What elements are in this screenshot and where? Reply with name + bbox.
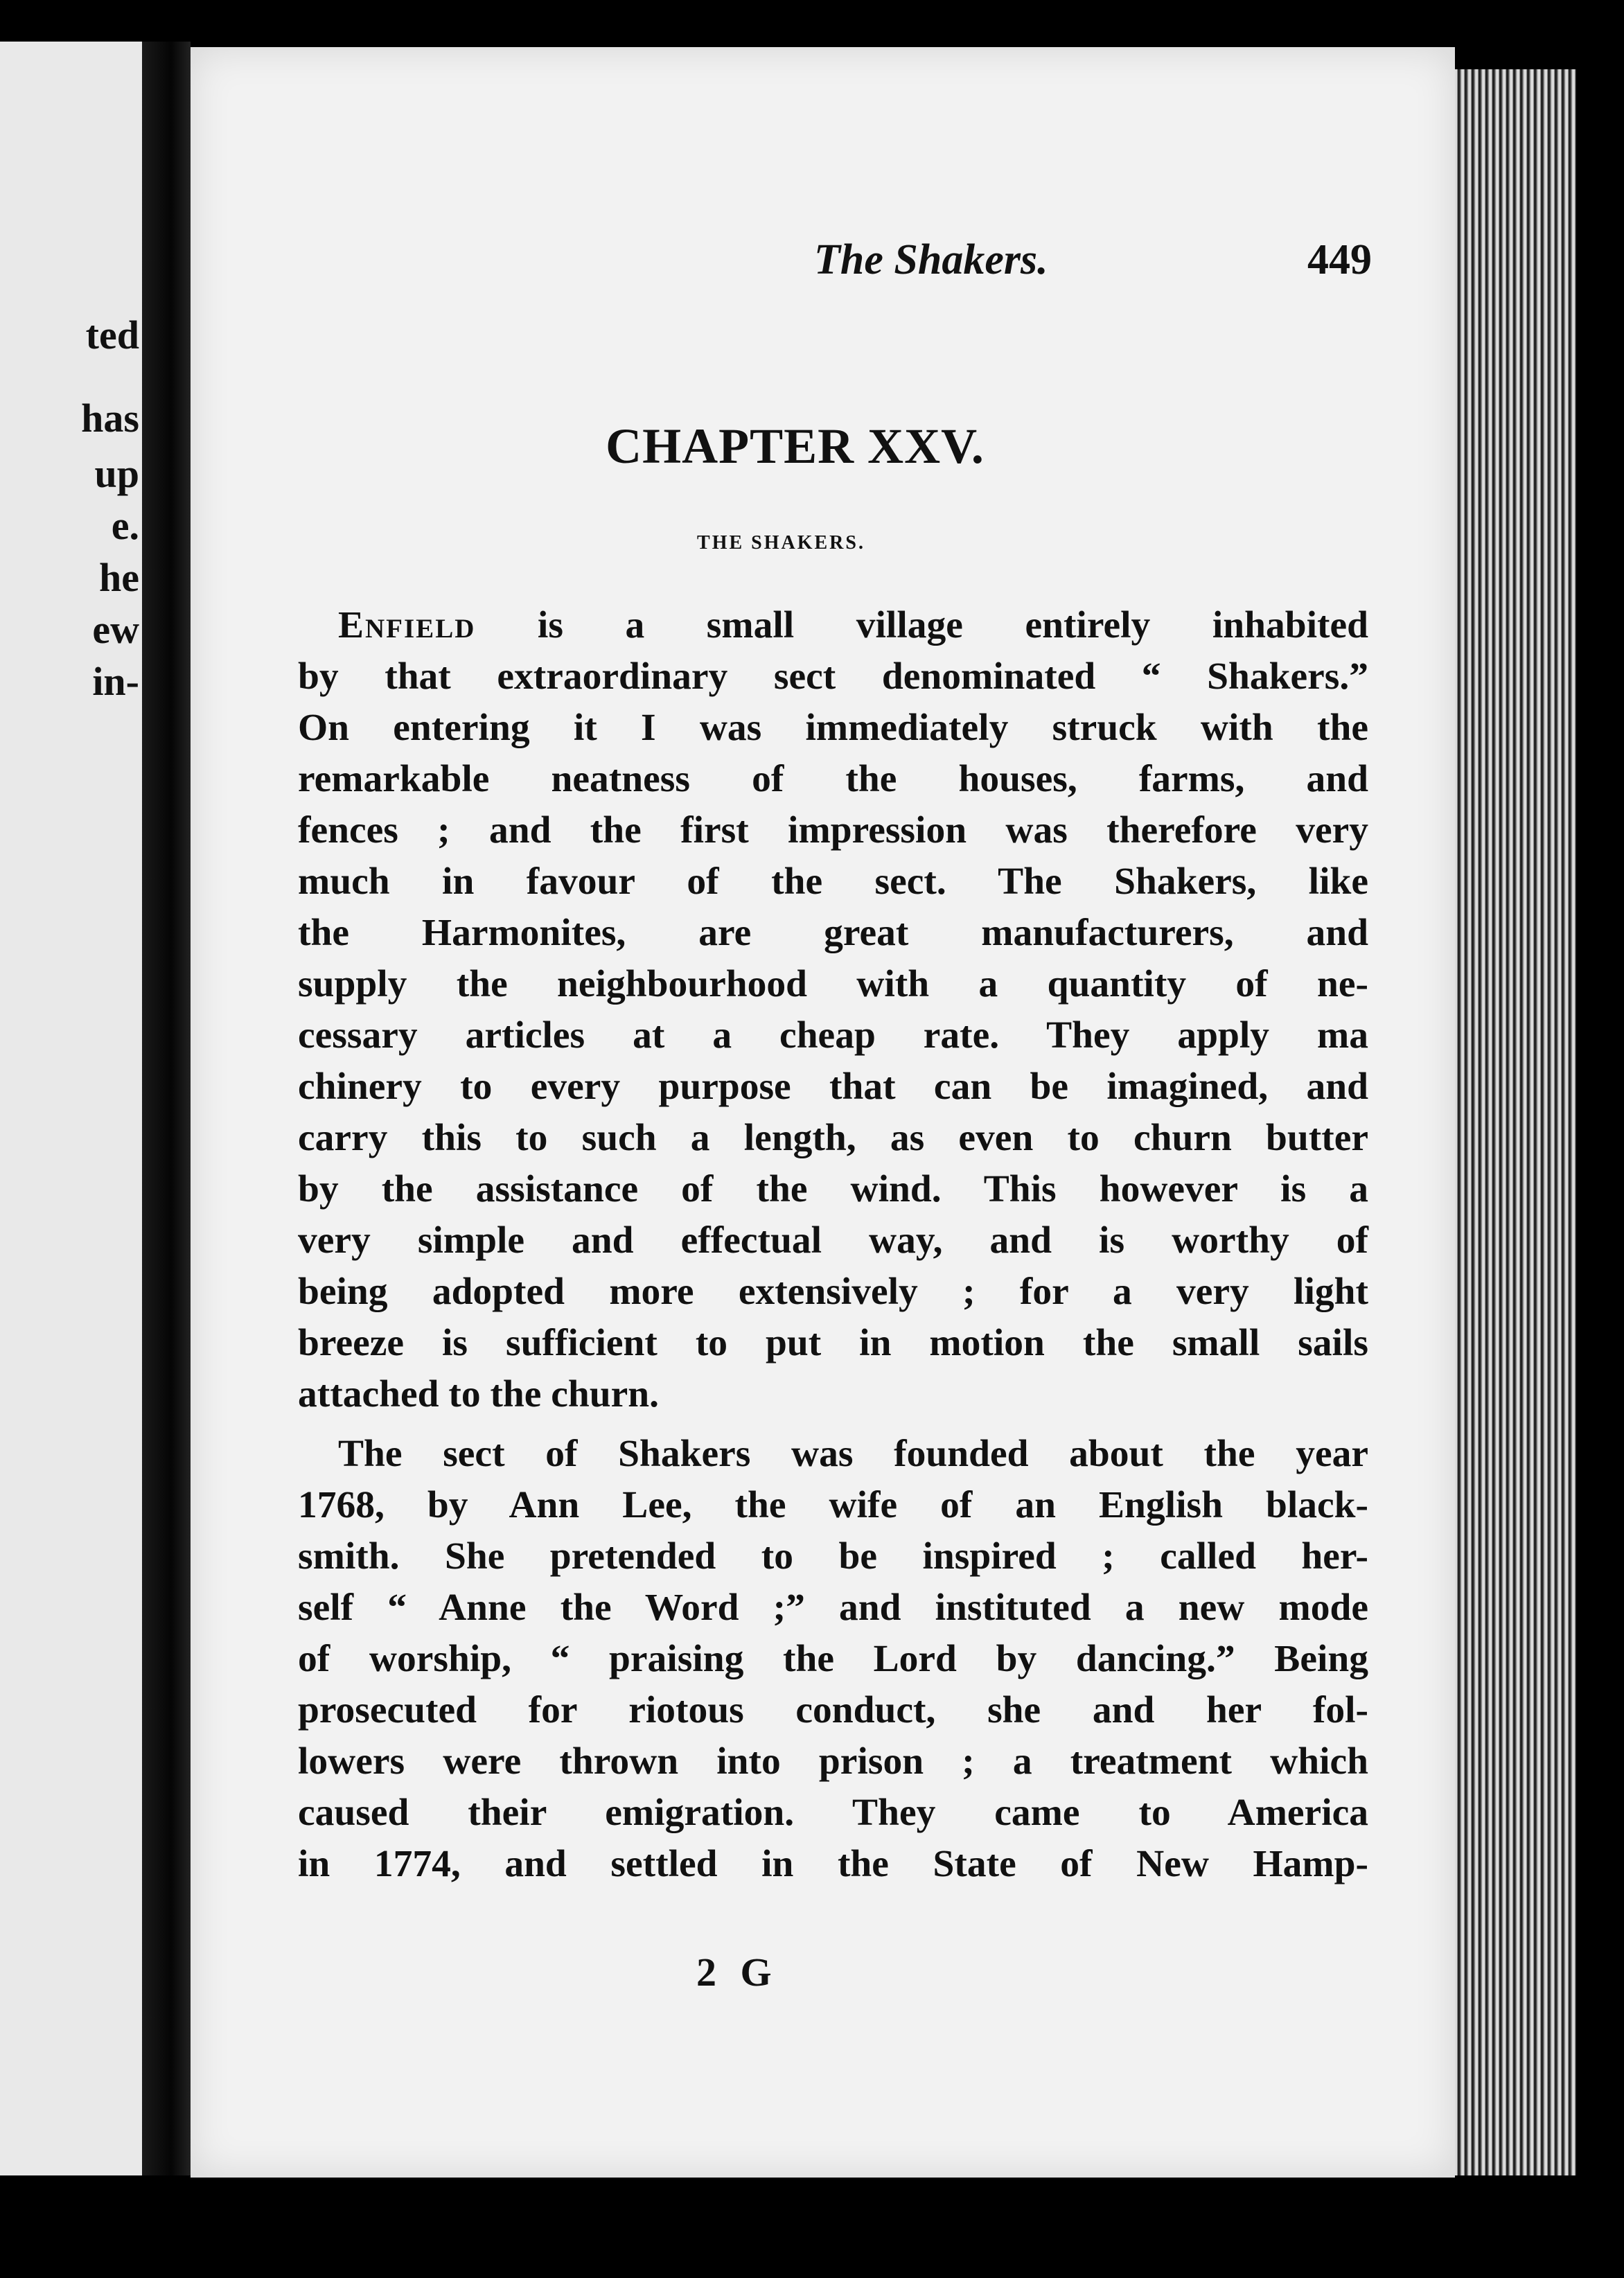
left-page-fragment: in-	[92, 659, 139, 704]
text-line: remarkable neatness of the houses, farms, and	[298, 758, 1368, 800]
book-page	[191, 47, 1455, 2178]
text-line: of worship, “ praising the Lord by dancing.” Being	[298, 1638, 1368, 1680]
paragraph-2	[298, 1429, 1368, 1890]
text-line: breeze is sufficient to put in motion the small sails	[298, 1322, 1368, 1364]
signature-mark: 2 G	[696, 1950, 779, 1995]
text-line: much in favour of the sect. The Shakers, like	[298, 860, 1368, 903]
text-line: by the assistance of the wind. This however is a	[298, 1168, 1368, 1210]
left-page-fragment: up	[94, 451, 139, 496]
paragraph-1	[298, 600, 1368, 1420]
page-number: 449	[1307, 236, 1372, 283]
chapter-title	[191, 418, 1455, 475]
left-page-fragment: has	[81, 396, 139, 441]
text-line	[298, 600, 1368, 651]
text-line: smith. She pretended to be inspired ; called her-	[298, 1535, 1368, 1578]
lead-word: Enfield	[338, 604, 476, 646]
text-line: On entering it I was immediately struck with the	[298, 707, 1368, 749]
left-page-fragment: he	[99, 555, 139, 600]
text-line: carry this to such a length, as even to churn butter	[298, 1117, 1368, 1159]
running-head: The Shakers.	[814, 236, 1048, 283]
text-line: very simple and effectual way, and is worthy of	[298, 1219, 1368, 1262]
text-line-part: is a small village entirely inhabited	[475, 604, 1368, 646]
text-line: self “ Anne the Word ;” and instituted a new mode	[298, 1587, 1368, 1629]
text-line: prosecuted for riotous conduct, she and her fol-	[298, 1689, 1368, 1731]
page-edges	[1455, 69, 1576, 2175]
chapter-title-text: CHAPTER XXV.	[606, 418, 985, 474]
text-line: caused their emigration. They came to America	[298, 1792, 1368, 1834]
text-line: chinery to every purpose that can be imagined, and	[298, 1066, 1368, 1108]
text-line: fences ; and the first impression was therefore very	[298, 809, 1368, 851]
text-line: The sect of Shakers was founded about the year	[338, 1433, 1368, 1475]
text-line: lowers were thrown into prison ; a treatment which	[298, 1740, 1368, 1783]
left-page-fragment: ted	[85, 312, 139, 357]
text-line: the Harmonites, are great manufacturers, and	[298, 912, 1368, 954]
book-gutter	[142, 42, 191, 2175]
left-page-fragment: e.	[111, 503, 139, 548]
body-text	[298, 600, 1368, 1890]
text-line: attached to the churn.	[298, 1373, 660, 1415]
section-title-text: THE SHAKERS.	[697, 532, 865, 554]
previous-page-strip	[0, 42, 142, 2175]
text-line: supply the neighbourhood with a quantity of ne-	[298, 963, 1368, 1005]
text-line: by that extraordinary sect denominated “ Shakers.”	[298, 655, 1368, 698]
text-line: cessary articles at a cheap rate. They apply ma	[298, 1014, 1368, 1057]
section-title	[191, 532, 1455, 554]
text-line: in 1774, and settled in the State of New Hamp-	[298, 1843, 1368, 1885]
text-line: being adopted more extensively ; for a very light	[298, 1271, 1368, 1313]
left-page-fragment: ew	[92, 607, 139, 652]
text-line: 1768, by Ann Lee, the wife of an English black-	[298, 1484, 1368, 1526]
